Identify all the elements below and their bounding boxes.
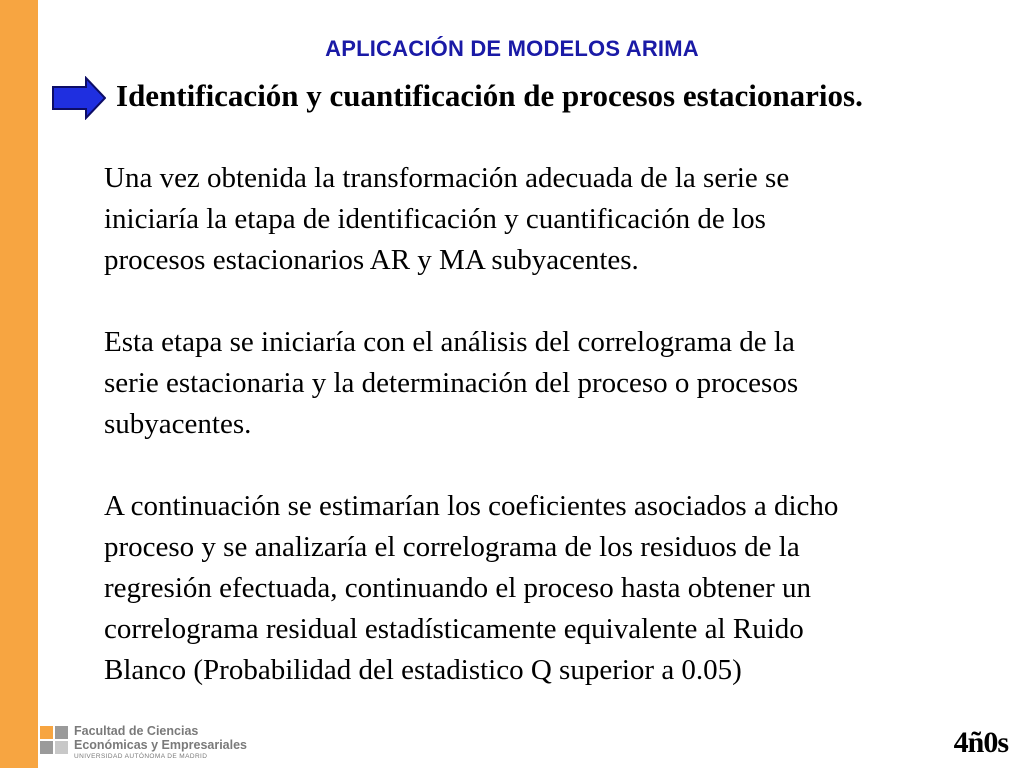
paragraph-line: A continuación se estimarían los coeficientes asociados a dicho	[104, 490, 839, 522]
corner-logo-mark: 4ñ0s	[953, 726, 1008, 759]
paragraph-line: subyacentes.	[104, 408, 252, 440]
paragraph-line: correlograma residual estadísticamente equivalente al Ruido	[104, 613, 804, 645]
paragraph-line: procesos estacionarios AR y MA subyacentes.	[104, 244, 639, 276]
paragraph-3	[104, 486, 1004, 691]
paragraph-1	[104, 158, 1004, 281]
right-arrow-icon	[52, 76, 106, 120]
side-accent-bar	[0, 0, 38, 768]
faculty-logo-icon	[40, 726, 68, 754]
paragraph-line: Blanco (Probabilidad del estadistico Q superior a 0.05)	[104, 654, 742, 686]
paragraph-line: Una vez obtenida la transformación adecuada de la serie se	[104, 162, 790, 194]
paragraph-line: regresión efectuada, continuando el proceso hasta obtener un	[104, 572, 811, 604]
paragraph-line: proceso y se analizaría el correlograma de los residuos de la	[104, 531, 800, 563]
faculty-logo	[40, 722, 280, 762]
paragraph-line: Esta etapa se iniciaría con el análisis del correlograma de la	[104, 326, 795, 358]
logo-line-3: UNIVERSIDAD AUTÓNOMA DE MADRID	[74, 753, 208, 760]
logo-line-1: Facultad de Ciencias	[74, 724, 199, 738]
section-heading: Identificación y cuantificación de procesos estacionarios.	[116, 78, 863, 113]
logo-line-2: Económicas y Empresariales	[74, 738, 248, 752]
paragraph-line: iniciaría la etapa de identificación y cuantificación de los	[104, 203, 766, 235]
faculty-logo-text	[74, 724, 247, 761]
paragraph-line: serie estacionaria y la determinación del proceso o procesos	[104, 367, 799, 399]
paragraph-2	[104, 322, 1004, 445]
slide-title: APLICACIÓN DE MODELOS ARIMA	[325, 36, 699, 61]
